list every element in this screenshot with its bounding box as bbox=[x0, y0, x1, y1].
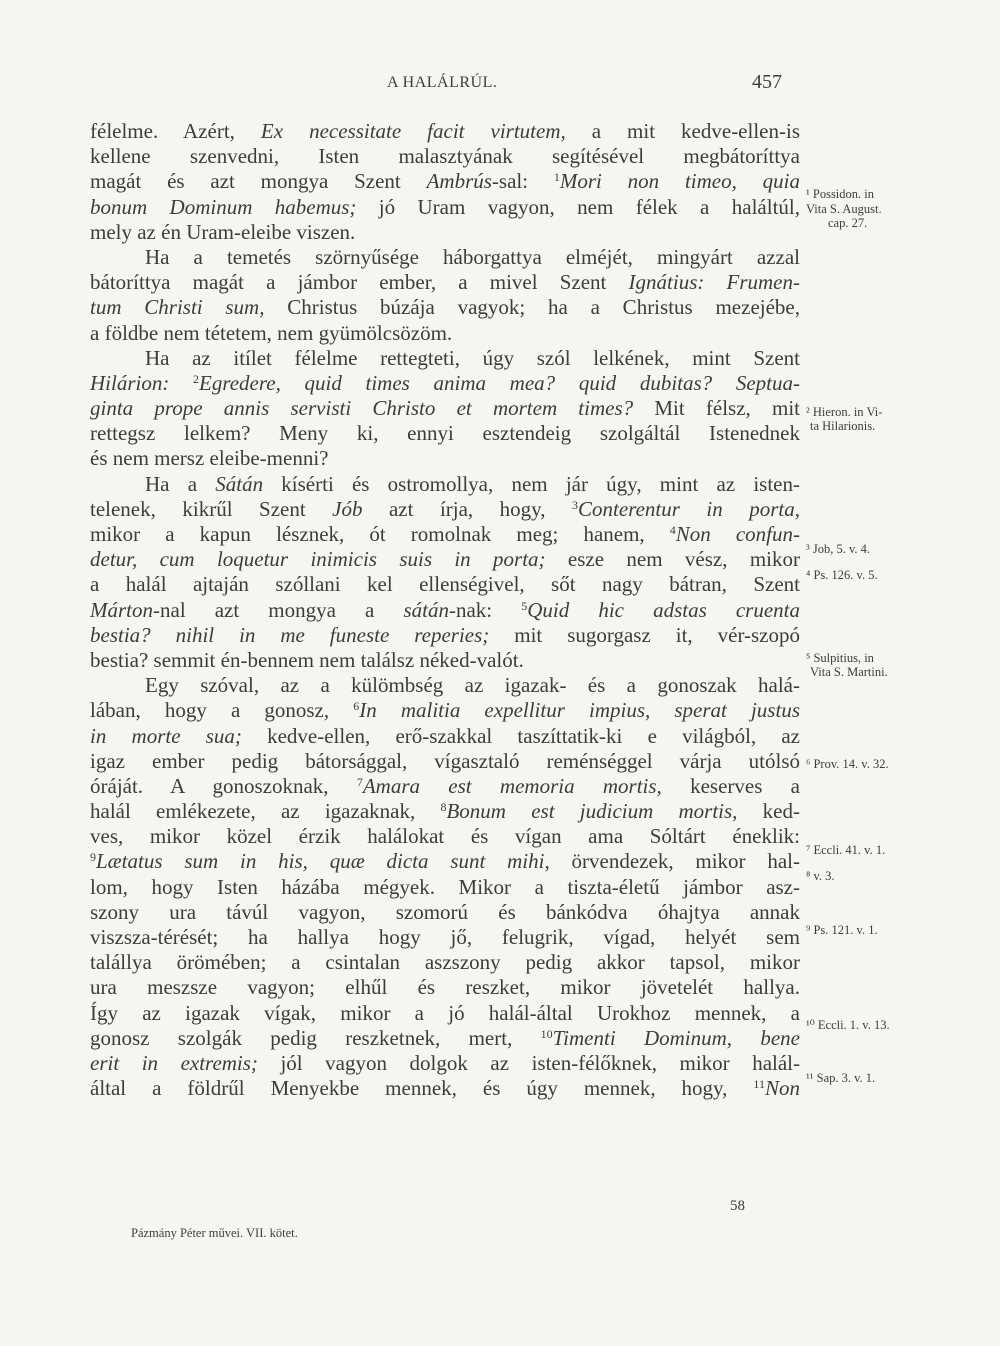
text-line: Így az igazak vígak, mikor a jó halál-által Urokhoz mennek, a bbox=[90, 1000, 800, 1025]
text-line: bátoríttya magát a jámbor ember, a mivel Szent Ignátius: Frumen- bbox=[90, 270, 800, 295]
text-line: halál emlékezete, az igazaknak, $^8$Bonum est judicium mortis, ked- bbox=[90, 799, 800, 824]
text-line: Ha a Sátán kísérti és ostromollya, nem jár úgy, mint az isten- bbox=[145, 471, 800, 496]
margin-note: Vita S. August. bbox=[806, 202, 882, 216]
text-line: ura meszsze vagyon; elhűl és reszket, mikor jövetelét hallya. bbox=[90, 975, 800, 1000]
margin-note: ta Hilarionis. bbox=[810, 419, 876, 433]
main-text-column bbox=[90, 119, 800, 1101]
text-line: a halál ajtaján szóllani kel ellenségivel, sőt nagy bátran, Szent bbox=[90, 572, 800, 597]
margin-note: ⁵ Sulpitius, in bbox=[806, 651, 874, 665]
text-line: mely az én Uram-eleibe viszen. bbox=[90, 219, 356, 244]
signature-mark: 58 bbox=[730, 1198, 745, 1214]
text-line: lom, hogy Isten házába mégyek. Mikor a tiszta-életű jámbor asz- bbox=[90, 874, 800, 899]
text-line: a földbe nem tétetem, nem gyümölcsözöm. bbox=[90, 320, 453, 345]
text-line: ves, mikor közel érzik halálokat és vígan ama Sóltárt éneklik: bbox=[90, 824, 800, 849]
text-line: rettegsz lelkem? Meny ki, ennyi esztendeig szolgáltál Istenednek bbox=[90, 421, 800, 446]
text-line: viszsza-térését; ha hallya hogy jő, felugrik, vígad, helyét sem bbox=[90, 925, 800, 949]
text-line: talállya örömében; a csintalan aszszony pedig akkor tapsol, mikor bbox=[90, 950, 800, 975]
margin-note: cap. 27. bbox=[828, 216, 868, 230]
text-line: bonum Dominum habemus; jó Uram vagyon, nem félek a haláltúl, bbox=[90, 194, 800, 219]
text-line: in morte sua; kedve-ellen, erő-szakkal taszíttatik-ki e világból, az bbox=[90, 723, 800, 748]
text-line: mikor a kapun lésznek, ót romolnak meg; hanem, $^4$Non confun- bbox=[90, 522, 801, 546]
footer-book-title: Pázmány Péter művei. VII. kötet. bbox=[131, 1226, 298, 1240]
margin-note: Vita S. Martini. bbox=[810, 665, 888, 679]
text-line: Ha a temetés szörnyűsége háborgattya elméjét, mingyárt azzal bbox=[145, 244, 800, 269]
text-line: Egy szóval, az a külömbség az igazak- és a gonoszak halá- bbox=[145, 673, 800, 698]
margin-note: ⁸ v. 3. bbox=[806, 869, 835, 883]
text-line: lában, hogy a gonosz, $^6$In malitia expellitur impius, sperat justus bbox=[90, 698, 800, 723]
text-line: szony ura távúl vagyon, szomorú és bánkódva óhajtya annak bbox=[90, 899, 800, 924]
text-line: tum Christi sum, Christus búzája vagyok; ha a Christus mezejébe, bbox=[90, 295, 800, 320]
margin-note: ³ Job, 5. v. 4. bbox=[806, 542, 871, 556]
margin-note: ¹¹ Sap. 3. v. 1. bbox=[806, 1071, 876, 1085]
text-line: és nem mersz eleibe-menni? bbox=[90, 446, 329, 471]
margin-note: ⁹ Ps. 121. v. 1. bbox=[806, 923, 878, 937]
text-line: $^9$Lætatus sum in his, quæ dicta sunt mihi, örvendezek, mikor hal- bbox=[90, 849, 801, 874]
text-line: magát és azt mongya Szent Ambrús-sal: $^1$Mori non timeo, quia bbox=[90, 169, 801, 194]
page-number: 457 bbox=[752, 71, 782, 93]
text-line: kellene szenvedni, Isten malasztyának segítésével megbátoríttya bbox=[90, 144, 800, 169]
text-line: bestia? nihil in me funeste reperies; mit sugorgasz it, vér-szopó bbox=[90, 622, 801, 647]
running-header-title: A HALÁLRÚL. bbox=[387, 74, 498, 91]
margin-note: ¹ Possidon. in bbox=[806, 187, 874, 201]
text-line: által a földrűl Menyekbe mennek, és úgy mennek, hogy, $^{11}$Non bbox=[90, 1076, 800, 1101]
text-line: erit in extremis; jól vagyon dolgok az isten-félőknek, mikor halál- bbox=[90, 1050, 800, 1075]
text-line: telenek, kikrűl Szent Jób azt írja, hogy, $^3$Conterentur in porta, bbox=[90, 496, 800, 521]
text-line: Ha az itílet félelme rettegteti, úgy szól lelkének, mint Szent bbox=[145, 345, 800, 370]
margin-note: ² Hieron. in Vi- bbox=[806, 405, 883, 419]
text-line: igaz ember pedig bátorsággal, vígasztaló reménséggel várja utólsó bbox=[90, 748, 800, 773]
margin-note: ¹⁰ Eccli. 1. v. 13. bbox=[806, 1018, 890, 1032]
margin-note: ⁴ Ps. 126. v. 5. bbox=[806, 568, 878, 582]
text-line: félelme. Azért, Ex necessitate facit virtutem, a mit kedve-ellen-is bbox=[90, 119, 800, 143]
text-line: ginta prope annis servisti Christo et mortem times? Mit félsz, mit bbox=[90, 396, 800, 421]
margin-note: ⁷ Eccli. 41. v. 1. bbox=[806, 843, 886, 857]
text-line: óráját. A gonoszoknak, $^7$Amara est memoria mortis, keserves a bbox=[90, 773, 800, 798]
text-line: bestia? semmit én-bennem nem találsz néked-valót. bbox=[90, 647, 524, 672]
text-line: Márton-nal azt mongya a sátán-nak: $^5$Quid hic adstas cruenta bbox=[90, 597, 800, 622]
text-line: gonosz szolgák pedig reszketnek, mert, $^{10}$Timenti Dominum, bene bbox=[90, 1025, 800, 1050]
text-line: Hilárion: $^2$Egredere, quid times anima mea? quid dubitas? Septua- bbox=[90, 370, 800, 395]
margin-note: ⁶ Prov. 14. v. 32. bbox=[806, 757, 889, 771]
text-line: detur, cum loquetur inimicis suis in porta; esze nem vész, mikor bbox=[90, 547, 800, 572]
